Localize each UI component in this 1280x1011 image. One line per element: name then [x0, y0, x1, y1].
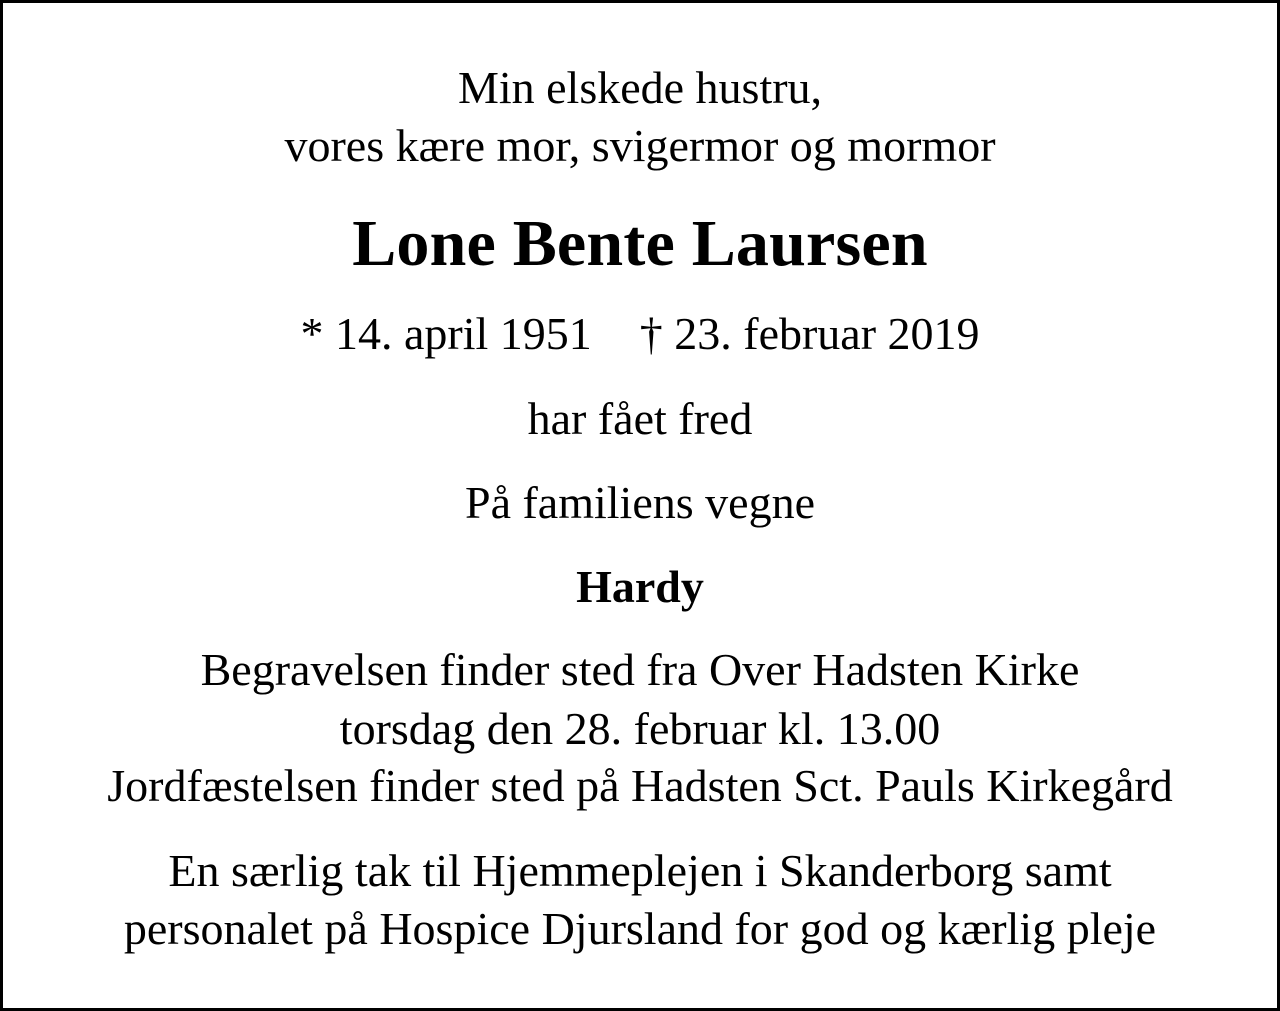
funeral-line-1: Begravelsen finder sted fra Over Hadsten Kirke — [200, 644, 1080, 695]
deceased-name: Lone Bente Laursen — [352, 207, 928, 280]
thanks-line-2: personalet på Hospice Djursland for god og kærlig pleje — [123, 903, 1157, 954]
funeral-line-3: Jordfæstelsen finder sted på Hadsten Sct. Pauls Kirkegård — [107, 760, 1173, 811]
funeral-line-2: torsdag den 28. februar kl. 13.00 — [339, 703, 941, 754]
on-behalf-text: På familiens vegne — [464, 477, 815, 528]
thanks-line-1: En særlig tak til Hjemmeplejen i Skanderborg samt — [168, 845, 1112, 896]
death-date: † 23. februar 2019 — [639, 308, 980, 359]
signer-name: Hardy — [576, 561, 704, 612]
life-dates — [3, 308, 1277, 359]
intro-line-1: Min elskede hustru, — [457, 62, 823, 113]
passing-phrase: har fået fred — [527, 393, 753, 444]
obituary-notice — [3, 3, 1277, 1008]
birth-date: * 14. april 1951 — [300, 308, 592, 359]
intro-line-2: vores kære mor, svigermor og mormor — [284, 120, 996, 171]
